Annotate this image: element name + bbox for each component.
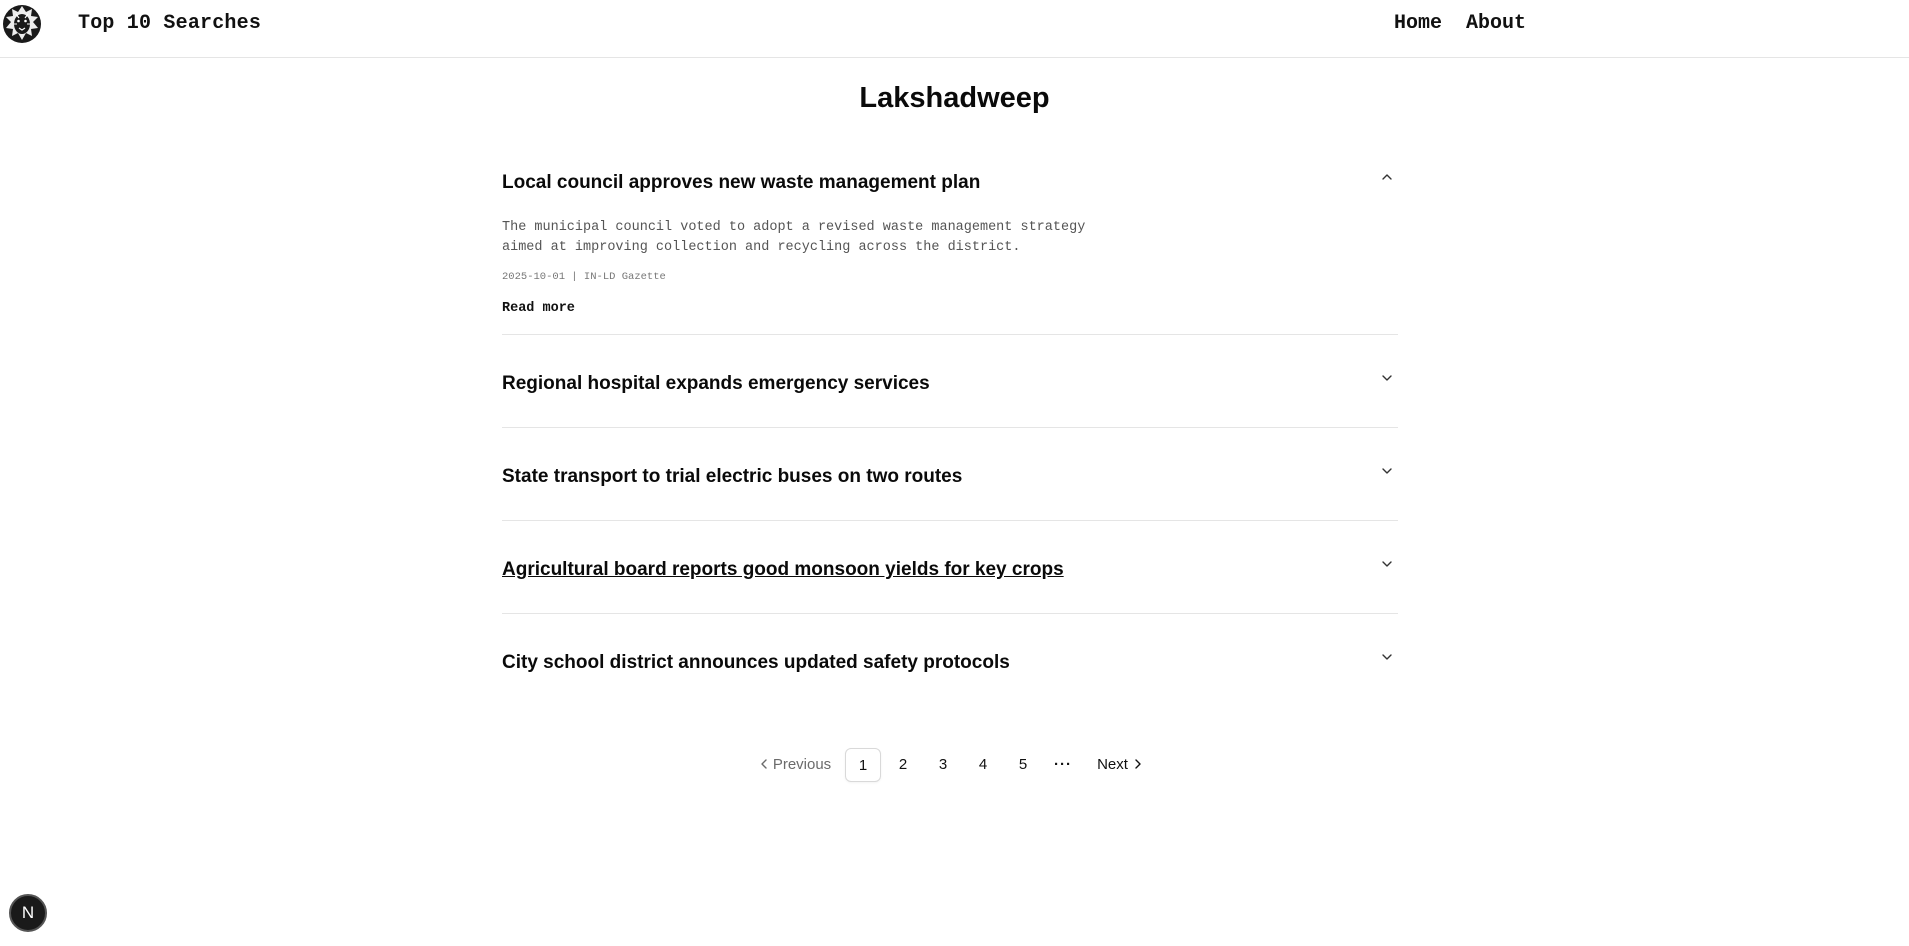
nav-about-link[interactable]: About	[1466, 12, 1527, 35]
news-item-title[interactable]: City school district announces updated safety protocols	[502, 652, 1010, 673]
chevron-down-icon[interactable]	[1380, 371, 1394, 385]
brand-title[interactable]: Top 10 Searches	[78, 12, 262, 35]
news-item	[502, 614, 1398, 706]
news-item-header[interactable]	[502, 335, 1398, 427]
read-more-link[interactable]: Read more	[502, 301, 575, 316]
previous-page-button[interactable]	[752, 748, 838, 782]
news-item	[502, 428, 1398, 521]
chevron-right-icon	[1133, 758, 1143, 770]
page-2-button[interactable]: 2	[898, 756, 908, 773]
page-3-button[interactable]: 3	[938, 756, 948, 773]
news-item	[502, 160, 1398, 335]
chevron-down-icon[interactable]	[1380, 650, 1394, 664]
news-item	[502, 521, 1398, 614]
page-1-button[interactable]: 1	[845, 748, 881, 782]
news-item-title[interactable]: State transport to trial electric buses on two routes	[502, 466, 963, 487]
news-item-title[interactable]: Agricultural board reports good monsoon yields for key crops	[502, 559, 1064, 580]
page-title: Lakshadweep	[859, 82, 1050, 114]
news-item-header[interactable]	[502, 160, 1398, 206]
nav-home-link[interactable]: Home	[1394, 12, 1443, 35]
lion-head-icon[interactable]	[2, 2, 42, 46]
news-item-header[interactable]	[502, 614, 1398, 706]
news-item-title[interactable]: Local council approves new waste management plan	[502, 172, 981, 193]
chevron-down-icon[interactable]	[1380, 464, 1394, 478]
chevron-left-icon	[759, 758, 769, 770]
pagination-ellipsis: ···	[1054, 756, 1072, 773]
news-accordion	[502, 160, 1398, 706]
next-label: Next	[1097, 756, 1128, 773]
news-meta: 2025-10-01 | IN-LD Gazette	[502, 271, 666, 283]
chevron-down-icon[interactable]	[1380, 557, 1394, 571]
top-bar	[0, 0, 1909, 58]
next-page-button[interactable]	[1092, 748, 1148, 782]
news-item-body	[502, 218, 1398, 334]
page-4-button[interactable]: 4	[978, 756, 988, 773]
news-item	[502, 335, 1398, 428]
pagination	[0, 748, 1909, 782]
chevron-up-icon[interactable]	[1380, 170, 1394, 184]
page-5-button[interactable]: 5	[1018, 756, 1028, 773]
news-item-header[interactable]	[502, 521, 1398, 613]
news-item-header[interactable]	[502, 428, 1398, 520]
previous-label: Previous	[772, 756, 832, 773]
next-devtools-badge[interactable]: N	[9, 894, 47, 932]
news-summary: The municipal council voted to adopt a revised waste management strategy aimed at improving collection and recycling across the district.	[502, 220, 1086, 255]
news-item-title[interactable]: Regional hospital expands emergency services	[502, 373, 930, 394]
